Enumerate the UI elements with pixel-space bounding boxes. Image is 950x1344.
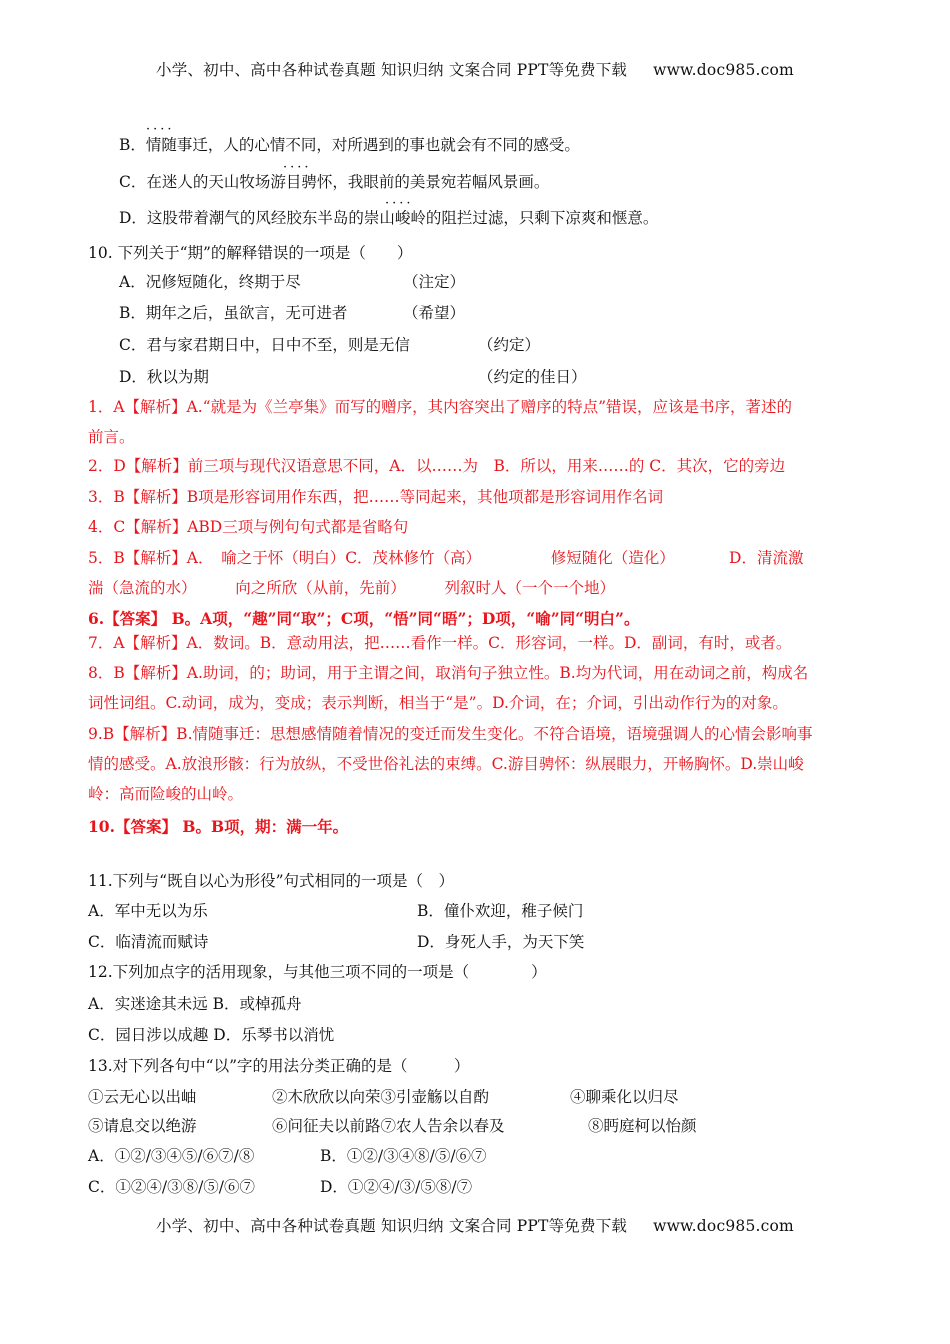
q11-option-c: C．临清流而赋诗 [88,933,209,951]
q11-option-b: B．僮仆欢迎，稚子候门 [417,902,584,920]
q10-option-d: D．秋以为期 [119,368,209,386]
q13-option-d: D．①②④/③/⑤⑧/⑦ [320,1178,473,1196]
answer-4: 4．C【解析】ABD三项与例句句式都是省略句 [88,518,409,536]
answer-5-line1: 5．B【解析】A． 喻之于怀（明白）C．茂林修竹（高） 修短随化（造化） D．清流激 [88,549,804,567]
q13-item-6-7: ⑥问征夫以前路⑦农人告余以春及 [272,1117,505,1135]
q11-option-a: A．军中无以为乐 [88,902,208,920]
q10-stem: 10. 下列关于“期”的解释错误的一项是（ ） [88,244,413,262]
answer-1-line2: 前言。 [88,428,135,446]
q10-option-b: B．期年之后，虽欲言，无可进者 [119,304,348,322]
q10-option-a: A．况修短随化，终期于尽 [119,273,301,291]
q12-options-ab: A．实迷途其未远 B．或棹孤舟 [88,995,302,1013]
q12-stem: 12.下列加点字的活用现象，与其他三项不同的一项是（ ） [88,963,547,981]
q13-item-2-3: ②木欣欣以向荣③引壶觞以自酌 [272,1088,490,1106]
emphasis-dots: ···· [146,122,175,137]
answer-2: 2．D【解析】前三项与现代汉语意思不同，A．以……为 B．所以，用来……的 C．其次，它的旁边 [88,457,786,475]
answer-6: 6.【答案】 B。A项，“趣”同“取”；C项，“悟”同“晤”；D项，“喻”同“明白”。 [88,609,640,628]
q9-option-d: D．这股带着潮气的风经胶东半岛的崇山峻岭的阻拦过滤，只剩下凉爽和惬意。 [119,209,659,227]
answer-8-line2: 词性词组。C.动词，成为，变成；表示判断，相当于“是”。D.介词，在；介词，引出动作行为的对象。 [88,694,788,712]
q13-item-4: ④聊乘化以归尽 [570,1088,679,1106]
answer-7: 7．A【解析】A．数词。B．意动用法，把……看作一样。C．形容词，一样。D．副词，有时，或者。 [88,634,792,652]
answer-9-line3: 岭：高而险峻的山岭。 [88,785,244,803]
answer-8-line1: 8．B【解析】A.助词，的；助词，用于主谓之间，取消句子独立性。B.均为代词，用在动词之前，构成名 [88,664,809,682]
answer-9-line2: 情的感受。A.放浪形骸：行为放纵，不受世俗礼法的束缚。C.游目骋怀：纵展眼力，开畅胸怀。D.崇山峻 [88,755,804,773]
emphasis-dots: ···· [385,196,414,211]
q13-option-a: A．①②/③④⑤/⑥⑦/⑧ [88,1147,255,1165]
page-header [0,58,950,80]
q13-item-5: ⑤请息交以绝游 [88,1117,197,1135]
answer-3: 3．B【解析】B项是形容词用作东西，把……等同起来，其他项都是形容词用作名词 [88,488,664,506]
answer-5-line2: 湍（急流的水） 向之所欣（从前，先前） 列叙时人（一个一个地） [88,579,616,597]
q9-option-b: B．情随事迁，人的心情不同，对所遇到的事也就会有不同的感受。 [119,136,580,154]
answer-10: 10.【答案】 B。B项，期：满一年。 [88,817,349,836]
footer-text: 小学、初中、高中各种试卷真题 知识归纳 文案合同 PPT等免费下载 [156,1217,628,1235]
q10-note-c: （约定） [478,336,541,354]
q9-option-c: C．在迷人的天山牧场游目骋怀，我眼前的美景宛若幅风景画。 [119,173,550,191]
q13-item-1: ①云无心以出岫 [88,1088,197,1106]
q13-item-8: ⑧眄庭柯以怡颜 [588,1117,697,1135]
q10-note-b: （希望） [403,304,466,322]
header-text: 小学、初中、高中各种试卷真题 知识归纳 文案合同 PPT等免费下载 [156,61,628,79]
q10-note-a: （注定） [403,273,466,291]
footer-site: www.doc985.com [653,1217,794,1235]
header-site: www.doc985.com [653,61,794,79]
q13-option-c: C．①②④/③⑧/⑤/⑥⑦ [88,1178,256,1196]
q11-option-d: D．身死人手，为天下笑 [417,933,585,951]
q11-stem: 11.下列与“既自以心为形役”句式相同的一项是（ ） [88,872,454,890]
answer-9-line1: 9.B【解析】B.情随事迁：思想感情随着情况的变迁而发生变化。不符合语境，语境强调人的心情会影响事 [88,725,813,743]
q12-options-cd: C．园日涉以成趣 D．乐琴书以消忧 [88,1026,335,1044]
q10-note-d: （约定的佳日） [478,368,587,386]
answer-1-line1: 1．A【解析】A.“就是为《兰亭集》而写的赠序，其内容突出了赠序的特点”错误，应该是书序，著述的 [88,398,793,416]
emphasis-dots: ···· [283,160,312,175]
page-footer [0,1214,950,1236]
q10-option-c: C．君与家君期日中，日中不至，则是无信 [119,336,410,354]
q13-option-b: B．①②/③④⑧/⑤/⑥⑦ [320,1147,487,1165]
q13-stem: 13.对下列各句中“以”字的用法分类正确的是（ ） [88,1057,470,1075]
